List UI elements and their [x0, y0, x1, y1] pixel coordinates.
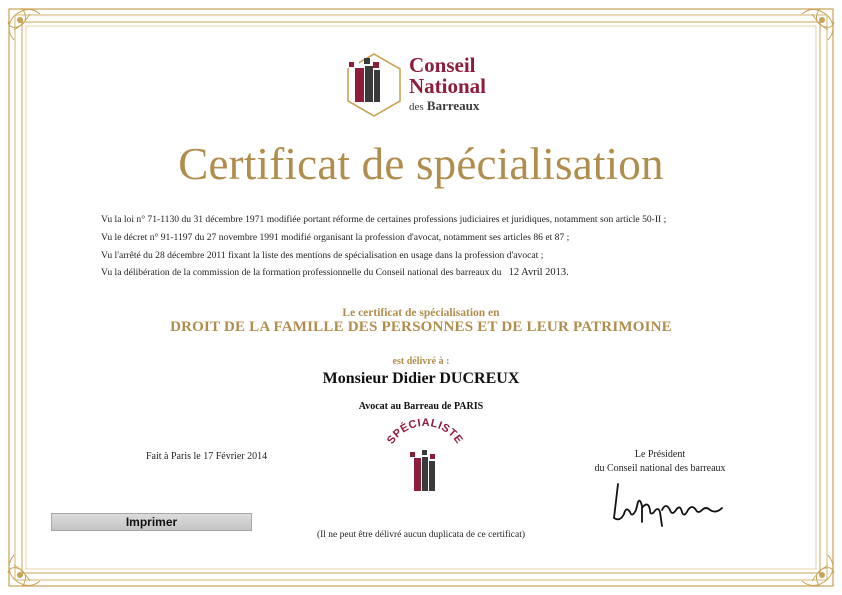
print-button[interactable]: Imprimer: [51, 513, 252, 531]
bar-membership: Avocat au Barreau de PARIS: [358, 401, 484, 412]
svg-text:SPÉCIALISTE: [385, 417, 465, 446]
delivered-to-label: est délivré à :: [392, 356, 450, 367]
place-and-date: Fait à Paris le 17 Février 2014: [146, 451, 268, 462]
president-title: [575, 448, 745, 476]
law-reference-3: Vu l'arrêté du 28 décembre 2011 fixant la liste des mentions de spécialisation en usage dans la profession d'avocat ;: [101, 249, 544, 261]
cnb-logo-icon: [345, 52, 403, 118]
logo-line-conseil: Conseil: [409, 53, 476, 77]
law-reference-4: [101, 264, 761, 282]
law-reference-4-text: Vu la délibération de la commission de la formation professionnelle du Conseil national des barreaux du: [101, 267, 502, 279]
president-line-2: du Conseil national des barreaux: [594, 463, 726, 474]
law-reference-2: Vu le décret n° 91-1197 du 27 novembre 1991 modifié organisant la profession d'avocat, notamment ses articles 86 et 87 ;: [101, 231, 570, 243]
certificate-title: Certificat de spécialisation: [178, 139, 664, 189]
president-line-1: Le Président: [634, 449, 686, 460]
logo-line-barreaux: [409, 99, 486, 114]
duplicate-notice: (Il ne peut être délivré aucun duplicata de ce certificat): [316, 530, 526, 540]
logo-line-national: National: [409, 74, 487, 98]
specialty-name: DROIT DE LA FAMILLE DES PERSONNES ET DE LEUR PATRIMOINE: [170, 319, 672, 335]
seal-text: SPÉCIALISTE: [384, 416, 466, 447]
holder-name: Monsieur Didier DUCREUX: [322, 370, 520, 387]
legal-references: [101, 211, 761, 282]
cnb-logo-text: [409, 55, 486, 114]
law-reference-1: Vu la loi n° 71-1130 du 31 décembre 1971 modifiée portant réforme de certaines professions judiciaires et juridiques, notamment son article 50-II ;: [101, 214, 667, 225]
logo-prefix: des: [409, 101, 424, 113]
specialist-seal-icon: [377, 414, 473, 500]
deliberation-date: 12 Avril 2013.: [508, 267, 569, 279]
president-signature: [606, 478, 736, 528]
certificate-intro: Le certificat de spécialisation en: [342, 307, 500, 319]
logo-barreaux: Barreaux: [426, 98, 480, 113]
